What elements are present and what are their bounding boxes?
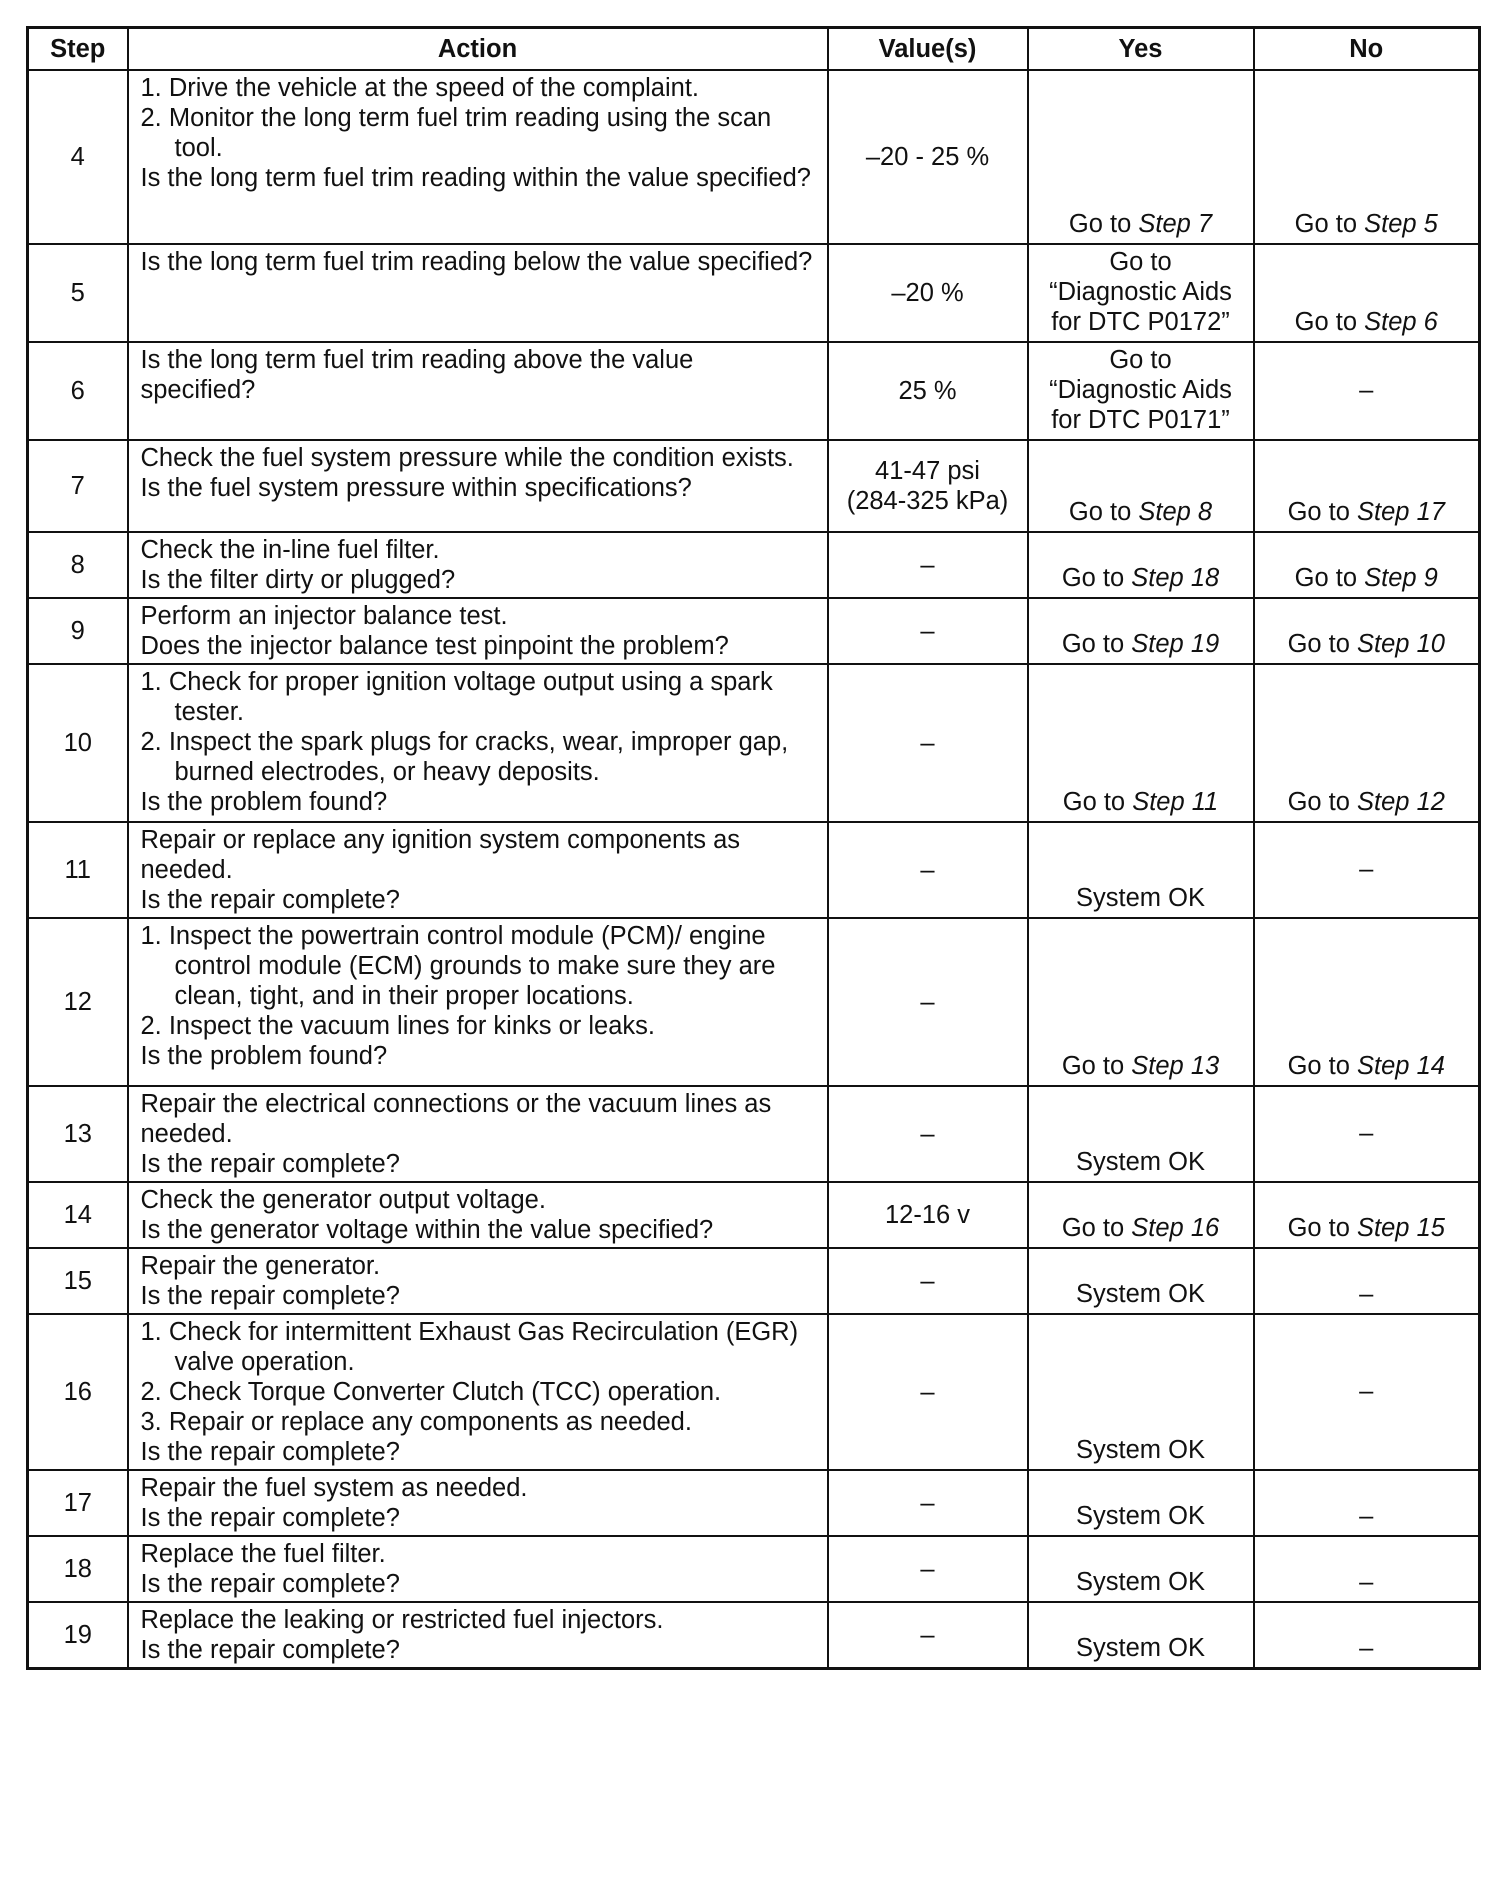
yes-text: System OK <box>1076 1634 1205 1662</box>
value-cell <box>828 598 1028 664</box>
no-step-ref: Step 9 <box>1364 564 1438 592</box>
value-cell <box>828 1182 1028 1248</box>
action-cell <box>128 244 828 342</box>
action-question: Is the repair complete? <box>140 1636 400 1664</box>
no-cell <box>1254 70 1480 244</box>
value-cell <box>828 342 1028 440</box>
value-cell <box>828 1086 1028 1182</box>
action-item: 1. Check for proper ignition voltage output using a spark tester. <box>140 668 773 726</box>
yes-step-ref: Step 18 <box>1131 564 1220 592</box>
action-question: Does the injector balance test pinpoint the problem? <box>140 632 729 660</box>
no-cell <box>1254 1314 1480 1470</box>
yes-text: System OK <box>1076 884 1205 912</box>
header-values: Value(s) <box>828 28 1028 71</box>
table-row <box>28 70 1480 244</box>
no-prefix: Go to <box>1287 1052 1350 1080</box>
step-cell: 15 <box>28 1248 128 1314</box>
value-cell <box>828 532 1028 598</box>
action-item: Replace the leaking or restricted fuel injectors. <box>140 1606 664 1634</box>
value-line: – <box>920 856 935 884</box>
step-cell: 13 <box>28 1086 128 1182</box>
action-question: Is the long term fuel trim reading above the value specified? <box>140 346 694 404</box>
no-cell <box>1254 1086 1480 1182</box>
table-row <box>28 1248 1480 1314</box>
value-cell <box>828 70 1028 244</box>
yes-cell <box>1028 532 1254 598</box>
table-row <box>28 532 1480 598</box>
value-line: 41-47 psi <box>875 457 980 485</box>
action-question: Is the repair complete? <box>140 1282 400 1310</box>
value-line: (284-325 kPa) <box>846 487 1009 515</box>
action-cell <box>128 1182 828 1248</box>
action-item: 2. Inspect the vacuum lines for kinks or leaks. <box>140 1012 655 1040</box>
diagnostic-table <box>26 26 1481 1670</box>
value-line: – <box>920 1120 935 1148</box>
no-text: – <box>1359 1568 1374 1596</box>
no-prefix: Go to <box>1287 630 1350 658</box>
yes-text: System OK <box>1076 1502 1205 1530</box>
value-line: 12-16 v <box>884 1201 971 1229</box>
yes-prefix: Go to <box>1062 788 1126 816</box>
no-text: – <box>1359 1280 1374 1308</box>
no-prefix: Go to <box>1294 308 1358 336</box>
no-prefix: Go to <box>1294 210 1358 238</box>
step-cell: 10 <box>28 664 128 822</box>
action-item: 1. Inspect the powertrain control module (PCM)/ engine control module (ECM) grounds to make sure they are clean, tight, and in their proper locations. <box>140 922 776 1010</box>
table-row <box>28 1470 1480 1536</box>
yes-text: System OK <box>1076 1148 1205 1176</box>
action-question: Is the repair complete? <box>140 886 400 914</box>
value-line: – <box>920 1378 935 1406</box>
yes-line: for DTC P0171” <box>1051 406 1230 434</box>
step-cell: 11 <box>28 822 128 918</box>
no-text: – <box>1359 1502 1374 1530</box>
no-cell <box>1254 1182 1480 1248</box>
yes-line: Go to <box>1109 248 1172 276</box>
value-line: –20 % <box>891 279 964 307</box>
action-question: Is the filter dirty or plugged? <box>140 566 456 594</box>
no-cell <box>1254 598 1480 664</box>
step-cell: 6 <box>28 342 128 440</box>
table-row <box>28 822 1480 918</box>
no-dash: – <box>1359 855 1374 883</box>
value-cell <box>828 822 1028 918</box>
action-cell <box>128 1602 828 1669</box>
action-item: Repair or replace any ignition system components as needed. <box>140 826 741 884</box>
yes-prefix: Go to <box>1061 1214 1125 1242</box>
yes-cell <box>1028 1314 1254 1470</box>
table-row <box>28 1536 1480 1602</box>
action-cell <box>128 1248 828 1314</box>
no-step-ref: Step 17 <box>1357 498 1445 526</box>
no-step-ref: Step 5 <box>1364 210 1438 238</box>
value-line: – <box>920 729 935 757</box>
no-cell <box>1254 342 1480 440</box>
value-line: – <box>920 1621 935 1649</box>
yes-cell <box>1028 1602 1254 1669</box>
no-cell <box>1254 822 1480 918</box>
value-cell <box>828 1602 1028 1669</box>
action-cell <box>128 532 828 598</box>
table-row <box>28 918 1480 1086</box>
action-cell <box>128 70 828 244</box>
step-cell: 16 <box>28 1314 128 1470</box>
yes-cell <box>1028 664 1254 822</box>
yes-prefix: Go to <box>1068 210 1132 238</box>
value-line: –20 - 25 % <box>865 143 990 171</box>
step-cell: 14 <box>28 1182 128 1248</box>
yes-cell <box>1028 440 1254 532</box>
no-cell <box>1254 1602 1480 1669</box>
value-line: – <box>920 551 935 579</box>
action-cell <box>128 1314 828 1470</box>
yes-prefix: Go to <box>1068 498 1132 526</box>
yes-text: System OK <box>1076 1436 1205 1464</box>
action-question: Is the problem found? <box>140 1042 388 1070</box>
action-question: Is the repair complete? <box>140 1504 400 1532</box>
yes-cell <box>1028 1536 1254 1602</box>
value-cell <box>828 1536 1028 1602</box>
yes-step-ref: Step 8 <box>1138 498 1213 526</box>
no-cell <box>1254 1470 1480 1536</box>
action-question: Is the repair complete? <box>140 1570 400 1598</box>
table-row <box>28 342 1480 440</box>
table-row <box>28 440 1480 532</box>
yes-step-ref: Step 11 <box>1132 788 1219 816</box>
header-action: Action <box>128 28 828 71</box>
no-dash: – <box>1359 1119 1374 1147</box>
action-cell <box>128 918 828 1086</box>
action-item: Check the in-line fuel filter. <box>140 536 440 564</box>
value-cell <box>828 440 1028 532</box>
table-row <box>28 1182 1480 1248</box>
no-prefix: Go to <box>1287 498 1350 526</box>
step-cell: 8 <box>28 532 128 598</box>
yes-cell <box>1028 1086 1254 1182</box>
value-line: – <box>920 988 935 1016</box>
value-line: – <box>920 1489 935 1517</box>
yes-line: “Diagnostic Aids <box>1049 278 1232 306</box>
value-line: 25 % <box>898 377 957 405</box>
table-row <box>28 664 1480 822</box>
action-cell <box>128 822 828 918</box>
value-cell <box>828 244 1028 342</box>
no-step-ref: Step 6 <box>1364 308 1438 336</box>
action-item: Perform an injector balance test. <box>140 602 508 630</box>
action-cell <box>128 664 828 822</box>
value-cell <box>828 664 1028 822</box>
action-item: 3. Repair or replace any components as needed. <box>140 1408 692 1436</box>
action-question: Is the long term fuel trim reading below the value specified? <box>140 248 813 276</box>
no-prefix: Go to <box>1287 788 1350 816</box>
yes-step-ref: Step 13 <box>1131 1052 1220 1080</box>
yes-cell <box>1028 244 1254 342</box>
yes-cell <box>1028 70 1254 244</box>
table-row <box>28 1602 1480 1669</box>
yes-line: for DTC P0172” <box>1051 308 1230 336</box>
action-cell <box>128 1470 828 1536</box>
action-question: Is the fuel system pressure within specifications? <box>140 474 692 502</box>
no-step-ref: Step 12 <box>1357 788 1445 816</box>
no-cell <box>1254 532 1480 598</box>
header-yes: Yes <box>1028 28 1254 71</box>
action-item: 1. Check for intermittent Exhaust Gas Recirculation (EGR) valve operation. <box>140 1318 799 1376</box>
no-dash: – <box>1359 376 1374 404</box>
no-text: – <box>1359 1634 1374 1662</box>
no-cell <box>1254 1248 1480 1314</box>
table-header <box>28 28 1480 71</box>
table-body <box>28 70 1480 1669</box>
no-cell <box>1254 664 1480 822</box>
no-step-ref: Step 10 <box>1357 630 1445 658</box>
action-cell <box>128 598 828 664</box>
yes-cell <box>1028 598 1254 664</box>
no-step-ref: Step 15 <box>1357 1214 1445 1242</box>
yes-step-ref: Step 19 <box>1131 630 1220 658</box>
step-cell: 9 <box>28 598 128 664</box>
no-dash: – <box>1359 1377 1374 1405</box>
action-item: Repair the generator. <box>140 1252 381 1280</box>
header-no: No <box>1254 28 1480 71</box>
action-cell <box>128 1086 828 1182</box>
action-item: 1. Drive the vehicle at the speed of the complaint. <box>140 74 699 102</box>
yes-text: System OK <box>1076 1280 1205 1308</box>
value-line: – <box>920 1555 935 1583</box>
step-cell: 7 <box>28 440 128 532</box>
action-item: Check the fuel system pressure while the condition exists. <box>140 444 794 472</box>
yes-cell <box>1028 1470 1254 1536</box>
no-prefix: Go to <box>1294 564 1358 592</box>
no-step-ref: Step 14 <box>1357 1052 1445 1080</box>
action-item: Check the generator output voltage. <box>140 1186 546 1214</box>
yes-line: Go to <box>1109 346 1172 374</box>
step-cell: 17 <box>28 1470 128 1536</box>
yes-line: “Diagnostic Aids <box>1049 376 1232 404</box>
table-row <box>28 244 1480 342</box>
no-cell <box>1254 244 1480 342</box>
yes-cell <box>1028 822 1254 918</box>
table-row <box>28 1086 1480 1182</box>
yes-prefix: Go to <box>1061 564 1125 592</box>
header-row <box>28 28 1480 71</box>
step-cell: 12 <box>28 918 128 1086</box>
action-item: Replace the fuel filter. <box>140 1540 386 1568</box>
action-cell <box>128 342 828 440</box>
yes-text: System OK <box>1076 1568 1205 1596</box>
header-step: Step <box>28 28 128 71</box>
action-item: 2. Check Torque Converter Clutch (TCC) operation. <box>140 1378 722 1406</box>
no-cell <box>1254 440 1480 532</box>
action-question: Is the repair complete? <box>140 1150 400 1178</box>
yes-step-ref: Step 16 <box>1131 1214 1220 1242</box>
value-cell <box>828 918 1028 1086</box>
no-cell <box>1254 918 1480 1086</box>
action-item: Repair the fuel system as needed. <box>140 1474 528 1502</box>
table-row <box>28 598 1480 664</box>
step-cell: 4 <box>28 70 128 244</box>
yes-cell <box>1028 918 1254 1086</box>
action-item: 2. Monitor the long term fuel trim reading using the scan tool. <box>140 104 772 162</box>
yes-cell <box>1028 342 1254 440</box>
table-row <box>28 1314 1480 1470</box>
yes-step-ref: Step 7 <box>1138 210 1213 238</box>
action-question: Is the problem found? <box>140 788 388 816</box>
action-question: Is the generator voltage within the value specified? <box>140 1216 714 1244</box>
value-cell <box>828 1470 1028 1536</box>
value-line: – <box>920 1267 935 1295</box>
value-line: – <box>920 617 935 645</box>
action-item: Repair the electrical connections or the vacuum lines as needed. <box>140 1090 772 1148</box>
yes-prefix: Go to <box>1061 630 1125 658</box>
action-cell <box>128 1536 828 1602</box>
action-question: Is the repair complete? <box>140 1438 400 1466</box>
step-cell: 5 <box>28 244 128 342</box>
yes-prefix: Go to <box>1061 1052 1125 1080</box>
value-cell <box>828 1314 1028 1470</box>
no-cell <box>1254 1536 1480 1602</box>
yes-cell <box>1028 1182 1254 1248</box>
step-cell: 19 <box>28 1602 128 1669</box>
no-prefix: Go to <box>1287 1214 1350 1242</box>
step-cell: 18 <box>28 1536 128 1602</box>
action-cell <box>128 440 828 532</box>
action-question: Is the long term fuel trim reading within the value specified? <box>140 164 811 192</box>
action-item: 2. Inspect the spark plugs for cracks, wear, improper gap, burned electrodes, or heavy deposits. <box>140 728 789 786</box>
value-cell <box>828 1248 1028 1314</box>
yes-cell <box>1028 1248 1254 1314</box>
